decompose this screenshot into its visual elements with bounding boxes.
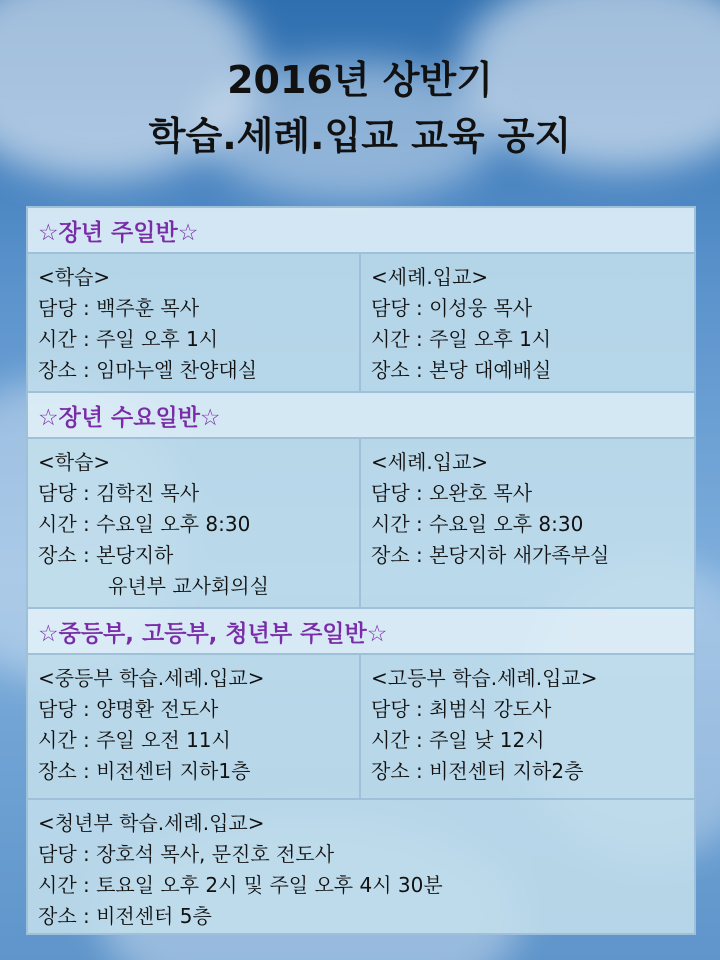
cell-heading: <학습> <box>38 265 111 289</box>
section-header-youth-sunday: ☆중등부, 고등부, 청년부 주일반☆ <box>27 608 695 654</box>
adult-sunday-learning-cell <box>27 253 360 392</box>
cell-location: 장소 : 비전센터 지하2층 <box>371 759 584 783</box>
high-school-cell <box>360 654 695 799</box>
title-line-2: 학습.세례.입교 교육 공지 <box>148 114 572 158</box>
adult-wednesday-learning-cell <box>27 438 360 608</box>
cell-time: 시간 : 토요일 오후 2시 및 주일 오후 4시 30분 <box>38 873 443 897</box>
cell-heading: <청년부 학습.세례.입교> <box>38 811 265 835</box>
cell-instructor: 담당 : 장호석 목사, 문진호 전도사 <box>38 842 335 866</box>
notice-table <box>26 206 696 935</box>
cell-instructor: 담당 : 최범식 강도사 <box>371 697 552 721</box>
cell-instructor: 담당 : 김학진 목사 <box>38 481 200 505</box>
cell-heading: <학습> <box>38 450 111 474</box>
adult-sunday-baptism-cell <box>360 253 695 392</box>
title-line-1: 2016년 상반기 <box>227 58 493 102</box>
middle-school-cell <box>27 654 360 799</box>
cell-location: 장소 : 비전센터 지하1층 <box>38 759 251 783</box>
adult-wednesday-baptism-cell <box>360 438 695 608</box>
cell-instructor: 담당 : 양명환 전도사 <box>38 697 219 721</box>
cell-time: 시간 : 수요일 오후 8:30 <box>38 512 251 536</box>
cell-instructor: 담당 : 이성웅 목사 <box>371 296 533 320</box>
cell-heading: <고등부 학습.세례.입교> <box>371 666 598 690</box>
cell-heading: <중등부 학습.세례.입교> <box>38 666 265 690</box>
cell-instructor: 담당 : 오완호 목사 <box>371 481 533 505</box>
cell-location-continued: 유년부 교사회의실 <box>108 574 269 598</box>
cell-time: 시간 : 주일 오전 11시 <box>38 728 231 752</box>
cell-location: 장소 : 본당지하 새가족부실 <box>371 543 610 567</box>
cell-heading: <세례.입교> <box>371 450 489 474</box>
cell-time: 시간 : 주일 낮 12시 <box>371 728 545 752</box>
cell-time: 시간 : 수요일 오후 8:30 <box>371 512 584 536</box>
cell-time: 시간 : 주일 오후 1시 <box>38 327 219 351</box>
cell-location: 장소 : 본당 대예배실 <box>371 358 552 382</box>
cell-location: 장소 : 임마누엘 찬양대실 <box>38 358 258 382</box>
cell-time: 시간 : 주일 오후 1시 <box>371 327 552 351</box>
cell-location: 장소 : 비전센터 5층 <box>38 904 212 928</box>
section-header-adult-wednesday: ☆장년 수요일반☆ <box>27 392 695 438</box>
section-header-adult-sunday: ☆장년 주일반☆ <box>27 207 695 253</box>
cell-instructor: 담당 : 백주훈 목사 <box>38 296 200 320</box>
young-adult-cell <box>27 799 695 934</box>
page-title <box>0 52 720 164</box>
cell-heading: <세례.입교> <box>371 265 489 289</box>
cell-location: 장소 : 본당지하 <box>38 543 174 567</box>
